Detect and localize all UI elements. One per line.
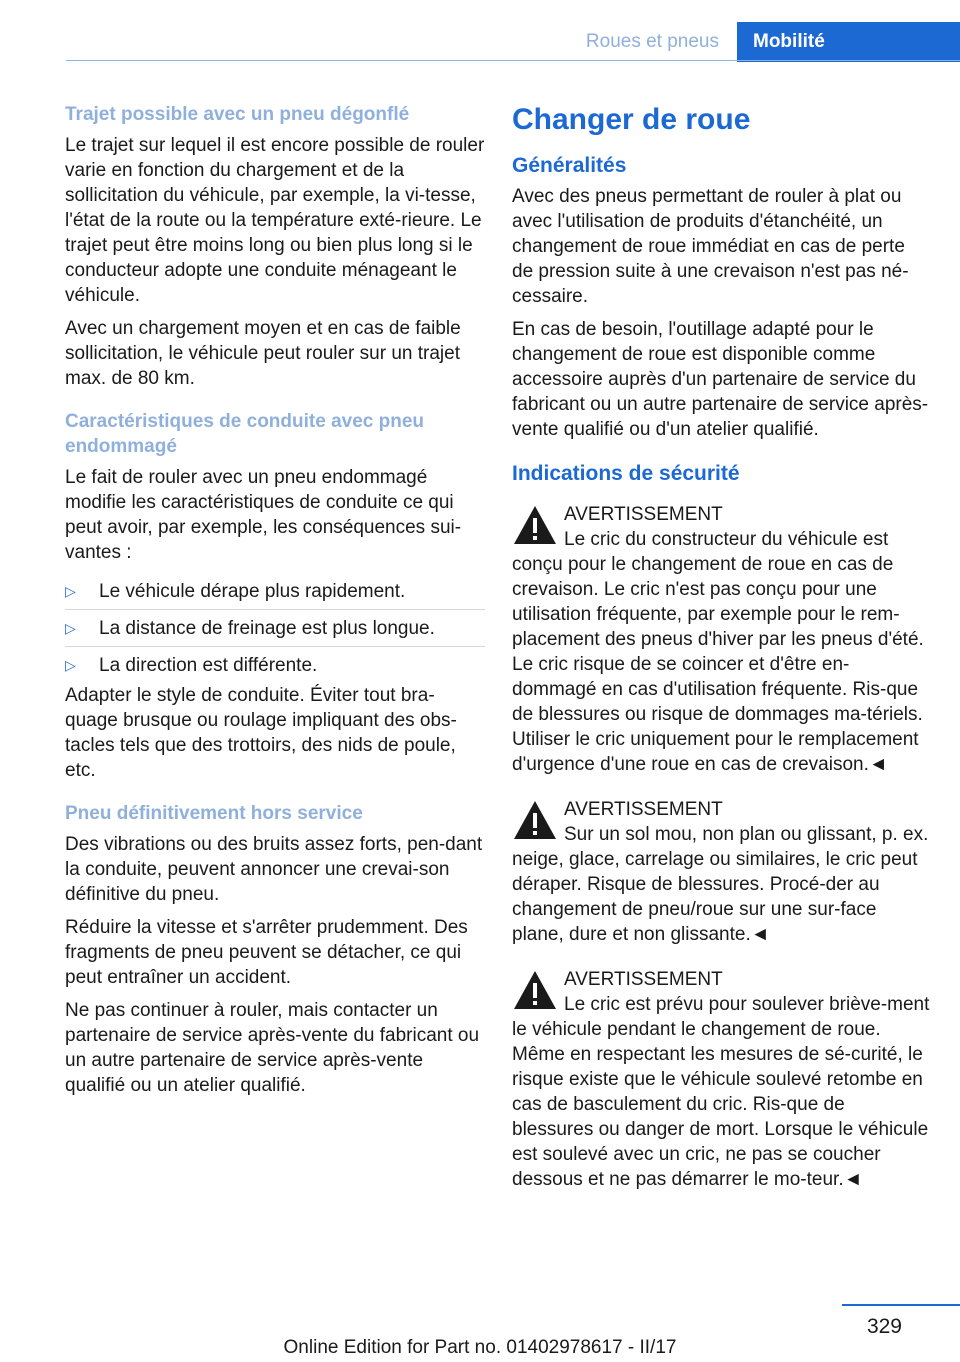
- warning-block: [512, 967, 930, 1192]
- heading-changer-de-roue: Changer de roue: [512, 103, 751, 136]
- warning-title: AVERTISSEMENT: [564, 504, 723, 525]
- page-number: 329: [866, 1315, 902, 1338]
- warning-block: [512, 502, 930, 777]
- triangle-bullet-icon: ▷: [65, 583, 76, 599]
- warning-text: Sur un sol mou, non plan ou glissant, p. ex. neige, glace, carrelage ou similaires, le cric peut déraper. Risque de blessures. Procé-der au changement de pneu/roue sur une sur-face plane, dure et non glissante.◄: [512, 824, 929, 945]
- page-number-rule: [842, 1304, 960, 1306]
- heading-pneu-hors-service: Pneu définitivement hors service: [65, 803, 363, 824]
- paragraph-pneu-3: Ne pas continuer à rouler, mais contacter un partenaire de service après-vente du fabricant ou un autre partenaire de service après-vente qualifié ou un atelier qualifié.: [65, 1000, 480, 1096]
- list-item: [65, 647, 485, 683]
- list-item-text: La distance de freinage est plus longue.: [99, 618, 435, 639]
- paragraph-generalites-1: Avec des pneus permettant de rouler à plat ou avec l'utilisation de produits d'étanchéité, un changement de roue immédiat en cas de perte de pression suite à une crevaison n'est pas né-cessaire.: [512, 186, 909, 307]
- heading-indications-securite: Indications de sécurité: [512, 462, 740, 485]
- edition-footer: Online Edition for Part no. 01402978617 - II/17: [283, 1337, 677, 1358]
- left-column: [65, 102, 485, 1106]
- right-column: [512, 102, 930, 1192]
- list-item-text: La direction est différente.: [99, 655, 318, 676]
- paragraph-generalites-2: En cas de besoin, l'outillage adapté pour le changement de roue est disponible comme accessoire auprès d'un partenaire de service du fabricant ou un autre partenaire de service après-vente qualifié ou d'un atelier qualifié.: [512, 319, 929, 440]
- warning-icon: [512, 969, 558, 1011]
- header-rule: [66, 60, 960, 61]
- triangle-bullet-icon: ▷: [65, 620, 76, 636]
- warning-text: Le cric est prévu pour soulever briève-ment le véhicule pendant le changement de roue. Même en respectant les mesures de sé-curité, le risque existe que le véhicule soulevé retombe en cas de basculement du cric. Ris-que de blessures ou danger de mort. Lorsque le véhicule est soulevé avec un cric, ne pas se coucher dessous et ne pas démarrer le mo-teur.◄: [512, 994, 930, 1190]
- consequence-list: [65, 573, 485, 683]
- chapter-tab: Mobilité: [737, 22, 960, 62]
- warning-block: [512, 797, 930, 947]
- list-item: [65, 610, 485, 647]
- warning-icon: [512, 799, 558, 841]
- warning-text: Le cric du constructeur du véhicule est conçu pour le changement de roue en cas de crevaison. Le cric n'est pas conçu pour une utilisation fréquente, par exemple pour le rem-placement des pneus d'hiver par les pneus d'été. Le cric risque de se coincer et d'être en-dommagé en cas d'utilisation fréquente. Ris-que de blessures ou risque de dommages ma-tériels. Utiliser le cric uniquement pour le remplacement d'urgence d'une roue en cas de crevaison.◄: [512, 529, 924, 775]
- paragraph-pneu-1: Des vibrations ou des bruits assez forts, pen-dant la conduite, peuvent annoncer une crevai-son définitive du pneu.: [65, 834, 483, 905]
- warning-title: AVERTISSEMENT: [564, 969, 723, 990]
- heading-caracteristiques: Caractéristiques de conduite avec pneu endommagé: [65, 411, 425, 457]
- paragraph-adapter: Adapter le style de conduite. Éviter tout bra-quage brusque ou roulage impliquant des obs-tacles tels que des trottoirs, des nids de poule, etc.: [65, 685, 457, 781]
- triangle-bullet-icon: ▷: [65, 657, 76, 673]
- paragraph-caracteristiques: Le fait de rouler avec un pneu endommagé modifie les caractéristiques de conduite ce qui peut avoir, par exemple, les conséquences sui-vantes :: [65, 467, 462, 563]
- heading-trajet: Trajet possible avec un pneu dégonflé: [65, 104, 410, 125]
- paragraph-pneu-2: Réduire la vitesse et s'arrêter prudemment. Des fragments de pneu peuvent se détacher, ce qui peut entraîner un accident.: [65, 917, 468, 988]
- warning-icon: [512, 504, 558, 546]
- paragraph-trajet-1: Le trajet sur lequel il est encore possible de rouler varie en fonction du chargement et de la sollicitation du véhicule, par exemple, la vi-tesse, l'état de la route ou la température exté-rieure. Le trajet peut être moins long ou bien plus long si le conducteur adopte une conduite ménageant le véhicule.: [65, 135, 485, 306]
- list-item: [65, 573, 485, 610]
- warning-title: AVERTISSEMENT: [564, 799, 723, 820]
- paragraph-trajet-2: Avec un chargement moyen et en cas de faible sollicitation, le véhicule peut rouler sur un trajet max. de 80 km.: [65, 318, 461, 389]
- list-item-text: Le véhicule dérape plus rapidement.: [99, 581, 406, 602]
- section-tab: Roues et pneus: [585, 31, 719, 52]
- heading-generalites: Généralités: [512, 154, 627, 177]
